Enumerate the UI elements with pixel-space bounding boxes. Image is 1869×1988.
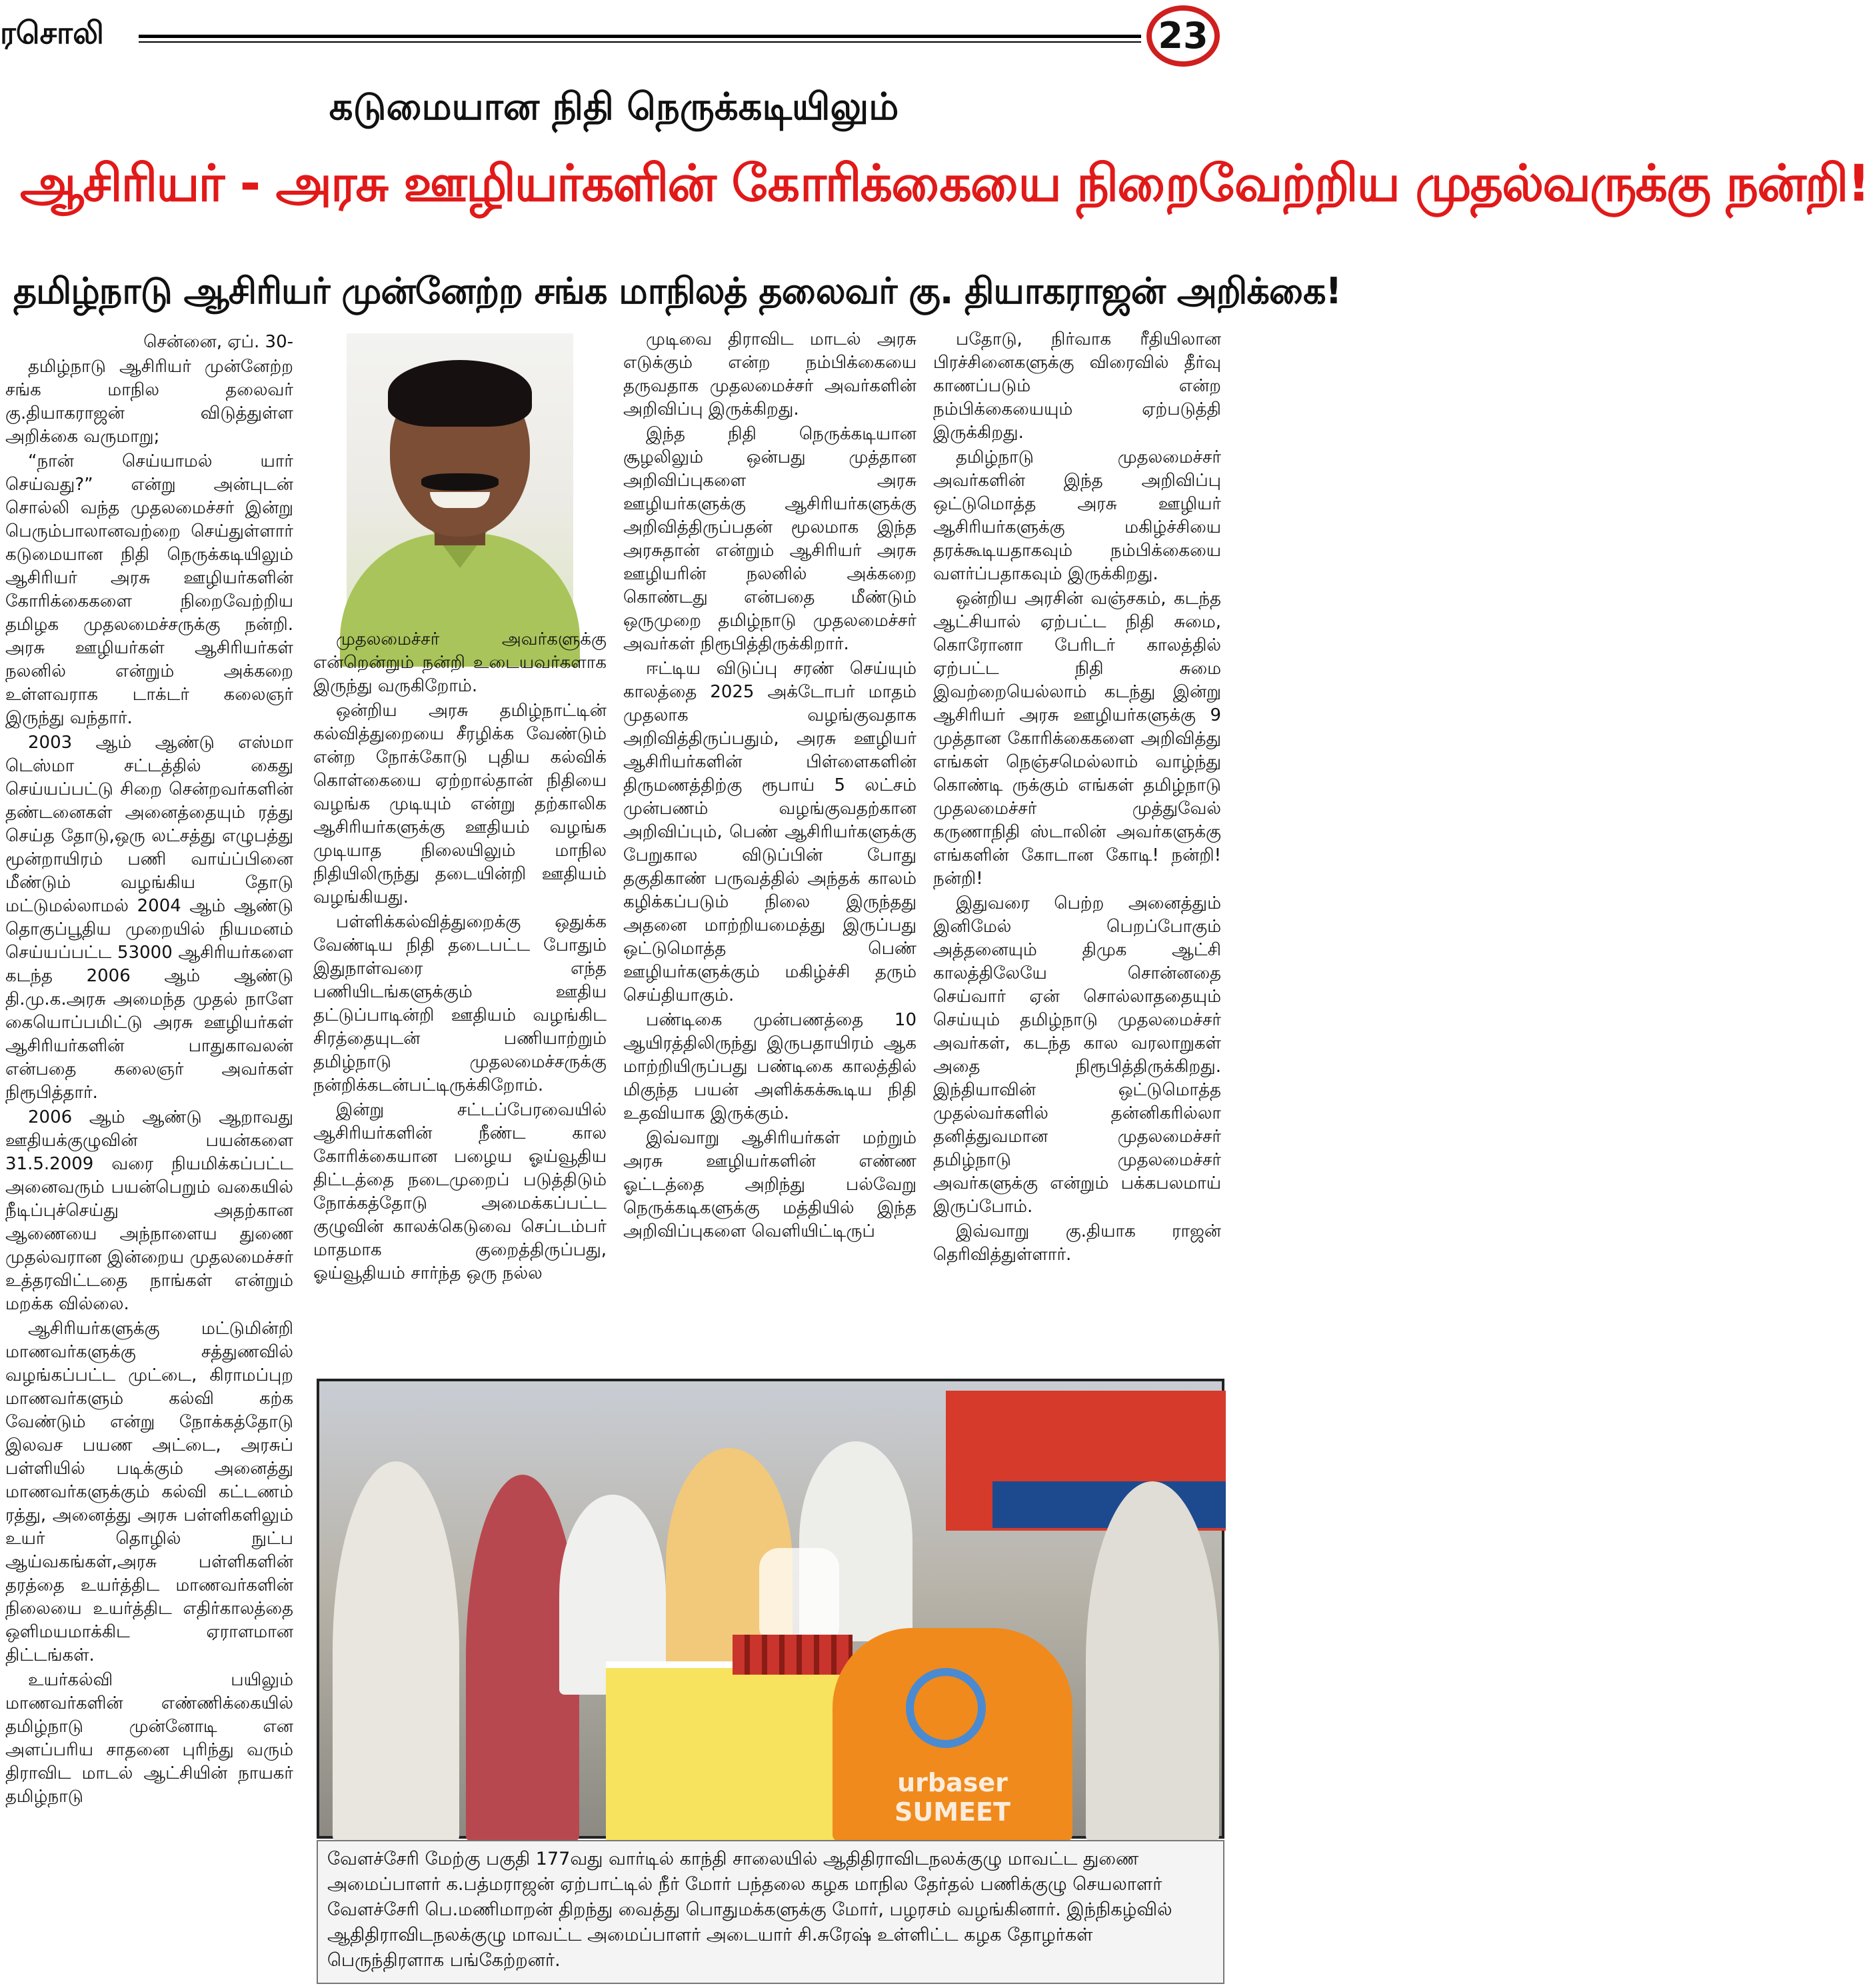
portrait-hair xyxy=(388,360,532,427)
portrait-moustache xyxy=(421,473,499,491)
photo-water-jar xyxy=(759,1548,839,1641)
paragraph: தமிழ்நாடு ஆசிரியர் முன்னேற்ற சங்க மாநில தலைவர் கு.தியாகராஜன் விடுத்துள்ள அறிக்கை வருமாறு; xyxy=(5,357,293,447)
paragraph: “நான் செய்யாமல் யார் செய்வது?” என்று அன்புடன் சொல்லி வந்த முதலமைச்சர் இன்று பெரும்பாலானவற்றை செய்துள்ளார் கடுமையான நிதி நெருக்கடியிலும் ஆசிரியர் அரசு ஊழியர்களின் கோரிக்கைகளை நிறைவேற்றிய தமிழக முதலமைச்சருக்கு நன்றி. அரசு ஊழியர்கள் ஆசிரியர்கள் நலனில் என்றும் அக்கறை உள்ளவராக டாக்டர் கலைஞர் இருந்து வந்தார். xyxy=(5,451,293,728)
paragraph: பள்ளிக்கல்வித்துறைக்கு ஒதுக்க வேண்டிய நிதி தடைபட்ட போதும் இதுநாள்வரை எந்த பணியிடங்களுக்கும் ஊதிய தட்டுப்பாடின்றி ஊதியம் வழங்கிட சிரத்தையுடன் பணியாற்றும் தமிழ்நாடு முதலமைச்சருக்கு நன்றிக்கடன்பட்டிருக்கிறோம். xyxy=(313,912,607,1095)
page-number-badge: 23 xyxy=(1146,5,1220,67)
portrait-smile xyxy=(430,492,490,508)
newspaper-name: ரசொலி xyxy=(0,15,104,51)
paragraph: ஆசிரியர்களுக்கு மட்டுமின்றி மாணவர்களுக்கு சத்துணவில் வழங்கப்பட்ட முட்டை, கிராமப்புற மாணவர்களும் கல்வி கற்க வேண்டும் என்று நோக்கத்தோடு இலவச பயண அட்டை, அரசுப் பள்ளியில் படிக்கும் அனைத்து மாணவர்களுக்கும் கல்வி கட்டணம் ரத்து, அனைத்து அரசு பள்ளிகளிலும் உயர் தொழில் நுட்ப ஆய்வகங்கள்,அரசு பள்ளிகளின் தரத்தை உயர்த்திட மாணவர்களின் நிலையை உயர்த்திட எதிர்காலத்தை ஒளிமயமாக்கிட ஏராளமான திட்டங்கள். xyxy=(5,1319,293,1665)
paragraph: பண்டிகை முன்பணத்தை 10 ஆயிரத்திலிருந்து இருபதாயிரம் ஆக மாற்றியிருப்பது பண்டிகை காலத்தில் மிகுந்த பயன் அளிக்கக்கூடிய நிதி உதவியாக இருக்கும். xyxy=(623,1010,917,1123)
paragraph: ஈட்டிய விடுப்பு சரண் செய்யும் காலத்தை 2025 அக்டோபர் மாதம் முதலாக வழங்குவதாக அறிவித்திருப்பதும், அரசு ஊழியர் ஆசிரியர்களின் பிள்ளைகளின் திருமணத்திற்கு ரூபாய் 5 லட்சம் முன்பணம் வழங்குவதற்கான அறிவிப்பும், பெண் ஆசிரியர்களுக்கு பேறுகால விடுப்பின் போது தகுதிகாண் பருவத்தில் அந்தக் காலம் கழிக்கப்படும் நிலை இருந்தது அதனை மாற்றியமைத்து இருப்பது ஒட்டுமொத்த பெண் ஊழியர்களுக்கும் மகிழ்ச்சி தரும் செய்தியாகும். xyxy=(623,659,917,1005)
paragraph: ஒன்றிய அரசின் வஞ்சகம், கடந்த ஆட்சியால் ஏற்பட்ட நிதி சுமை, கொரோனா பேரிடர் காலத்தில் ஏற்பட்ட நிதி சுமை இவற்றையெல்லாம் கடந்து இன்று ஆசிரியர் அரசு ஊழியர்களுக்கு 9 முத்தான கோரிக்கைகளை அறிவித்து எங்கள் நெஞ்சமெல்லாம் வாழ்ந்து கொண்டி ருக்கும் எங்கள் தமிழ்நாடு முதலமைச்சர் முத்துவேல் கருணாநிதி ஸ்டாலின் அவர்களுக்கு எங்களின் கோடான கோடி! நன்றி! நன்றி! xyxy=(933,589,1221,889)
dateline: சென்னை, ஏப். 30- xyxy=(143,332,293,352)
photo-bottles xyxy=(733,1635,853,1675)
paragraph: உயர்கல்வி பயிலும் மாணவர்களின் எண்ணிக்கையில் தமிழ்நாடு முன்னோடி என அளப்பரிய சாதனை புரிந்து வரும் திராவிட மாடல் ஆட்சியின் நாயகர் தமிழ்நாடு xyxy=(5,1670,293,1807)
photo-person xyxy=(333,1461,459,1841)
event-photo xyxy=(317,1379,1224,1839)
photo-caption: வேளச்சேரி மேற்கு பகுதி 177வது வார்டில் காந்தி சாலையில் ஆதிதிராவிடநலக்குழு மாவட்ட துணை அமைப்பாளர் க.பத்மராஜன் ஏற்பாட்டில் நீர் மோர் பந்தலை கழக மாநில தேர்தல் பணிக்குழு செயலாளர் வேளச்சேரி பெ.மணிமாறன் திறந்து வைத்து பொதுமக்களுக்கு மோர், பழரசம் வழங்கினார். இந்நிகழ்வில் ஆதிதிராவிடநலக்குழு மாவட்ட அமைப்பாளர் அடையார் சி.சுரேஷ் உள்ளிட்ட கழக தோழர்கள் பெருந்திரளாக பங்கேற்றனர். xyxy=(317,1840,1224,1984)
masthead-rule xyxy=(139,35,1141,38)
paragraph: 2006 ஆம் ஆண்டு ஆறாவது ஊதியக்குழுவின் பயன்களை 31.5.2009 வரை நியமிக்கப்பட்ட அனைவரும் பயன்பெறும் வகையில் நீடிப்புச்செய்து அதற்கான ஆணையை அந்நாளைய துணை முதல்வரான இன்றைய முதலமைச்சர் உத்தரவிட்டதை நாங்கள் என்றும் மறக்க வில்லை. xyxy=(5,1107,293,1314)
vest-logo-text: urbaser SUMEET xyxy=(895,1768,1010,1827)
kicker-heading: கடுமையான நிதி நெருக்கடியிலும் xyxy=(329,85,899,129)
article-column-3 xyxy=(623,328,917,1368)
paragraph: பதோடு, நிர்வாக ரீதியிலான பிரச்சினைகளுக்கு விரைவில் தீர்வு காணப்படும் என்ற நம்பிக்கையையும் ஏற்படுத்தி இருக்கிறது. xyxy=(933,329,1221,443)
paragraph: இதுவரை பெற்ற அனைத்தும் இனிமேல் பெறப்போகும் அத்தனையும் திமுக ஆட்சி காலத்திலேயே சொன்னதை செய்வார் ஏன் சொல்லாததையும் செய்யும் தமிழ்நாடு முதலமைச்சர் அவர்கள், கடந்த கால வரலாறுகள் அதை நிரூபித்திருக்கிறது. இந்தியாவின் ஒட்டுமொத்த முதல்வர்களில் தன்னிகரில்லா தனித்துவமான முதலமைச்சர் தமிழ்நாடு முதலமைச்சர் அவர்களுக்கு என்றும் பக்கபலமாய் இருப்போம். xyxy=(933,893,1221,1217)
photo-person xyxy=(1086,1481,1219,1841)
paragraph: இந்த நிதி நெருக்கடியான சூழலிலும் ஒன்பது முத்தான அறிவிப்புகளை அரசு ஊழியர்களுக்கு ஆசிரியர்களுக்கு அறிவித்திருப்பதன் மூலமாக இந்த அரசுதான் என்றும் ஆசிரியர் அரசு ஊழியரின் நலனில் அக்கறை கொண்டது என்பதை மீண்டும் ஒருமுறை தமிழ்நாடு முதலமைச்சர் அவர்கள் நிரூபித்திருக்கிறார். xyxy=(623,424,917,654)
paragraph: இவ்வாறு கு.தியாக ராஜன் தெரிவித்துள்ளார். xyxy=(933,1221,1221,1265)
paragraph: இன்று சட்டப்பேரவையில் ஆசிரியர்களின் நீண்ட கால கோரிக்கையான பழைய ஓய்வூதிய திட்டத்தை நடைமுறைப் படுத்திடும் நோக்கத்தோடு அமைக்கப்பட்ட குழுவின் காலக்கெடுவை செப்டம்பர் மாதமாக குறைத்திருப்பது, ஓய்வூதியம் சார்ந்த ஒரு நல்ல xyxy=(313,1100,607,1283)
article-column-1 xyxy=(5,331,293,1984)
article-column-2 xyxy=(313,628,607,1368)
portrait-photo xyxy=(347,333,573,620)
masthead-rule-thin xyxy=(139,41,1141,43)
main-headline: ஆசிரியர் - அரசு ஊழியர்களின் கோரிக்கையை நிறைவேற்றிய முதல்வருக்கு நன்றி! xyxy=(20,153,1869,213)
paragraph: தமிழ்நாடு முதலமைச்சர் அவர்களின் இந்த அறிவிப்பு ஒட்டுமொத்த அரசு ஊழியர் ஆசிரியர்களுக்கு மகிழ்ச்சியை தரக்கூடியதாகவும் நம்பிக்கையை வளர்ப்பதாகவும் இருக்கிறது. xyxy=(933,447,1221,584)
paragraph: 2003 ஆம் ஆண்டு எஸ்மா டெஸ்மா சட்டத்தில் கைது செய்யப்பட்டு சிறை சென்றவர்களின் தண்டனைகள் அனைத்தையும் ரத்து செய்த தோடு,ஒரு லட்சத்து எழுபத்து மூன்றாயிரம் பணி வாய்ப்பினை மீண்டும் வழங்கிய தோடு மட்டுமல்லாமல் 2004 ஆம் ஆண்டு தொகுப்பூதிய முறையில் நியமனம் செய்யப்பட்ட 53000 ஆசிரியர்களை கடந்த 2006 ஆம் ஆண்டு தி.மு.க.அரசு அமைந்த முதல் நாளே கையொப்பமிட்டு அரசு ஊழியர்கள் ஆசிரியர்களின் பாதுகாவலன் என்பதை கலைஞர் அவர்கள் நிரூபித்தார். xyxy=(5,733,293,1103)
paragraph: ஒன்றிய அரசு தமிழ்நாட்டின் கல்வித்துறையை சீரழிக்க வேண்டும் என்ற நோக்கோடு புதிய கல்விக் கொள்கையை ஏற்றால்தான் நிதியை வழங்க முடியும் என்று தற்காலிக ஆசிரியர்களுக்கு ஊதியம் வழங்க முடியாத நிலையிலும் மாநில நிதியிலிருந்து தடையின்றி ஊதியம் வழங்கியது. xyxy=(313,701,607,907)
masthead xyxy=(0,0,1228,67)
paragraph: முதலமைச்சர் அவர்களுக்கு என்றென்றும் நன்றி உடையவர்களாக இருந்து வருகிறோம். xyxy=(313,629,607,696)
sub-headline: தமிழ்நாடு ஆசிரியர் முன்னேற்ற சங்க மாநிலத் தலைவர் கு. தியாகராஜன் அறிக்கை! xyxy=(13,270,1342,312)
article-column-4 xyxy=(933,328,1221,1368)
paragraph: முடிவை திராவிட மாடல் அரசு எடுக்கும் என்ற நம்பிக்கையை தருவதாக முதலமைச்சர் அவர்களின் அறிவிப்பு இருக்கிறது. xyxy=(623,329,917,419)
vest-logo-icon xyxy=(906,1668,986,1748)
paragraph: இவ்வாறு ஆசிரியர்கள் மற்றும் அரசு ஊழியர்களின் எண்ண ஓட்டத்தை அறிந்து பல்வேறு நெருக்கடிகளுக்கு மத்தியில் இந்த அறிவிப்புகளை வெளியிட்டிருப் xyxy=(623,1128,917,1241)
